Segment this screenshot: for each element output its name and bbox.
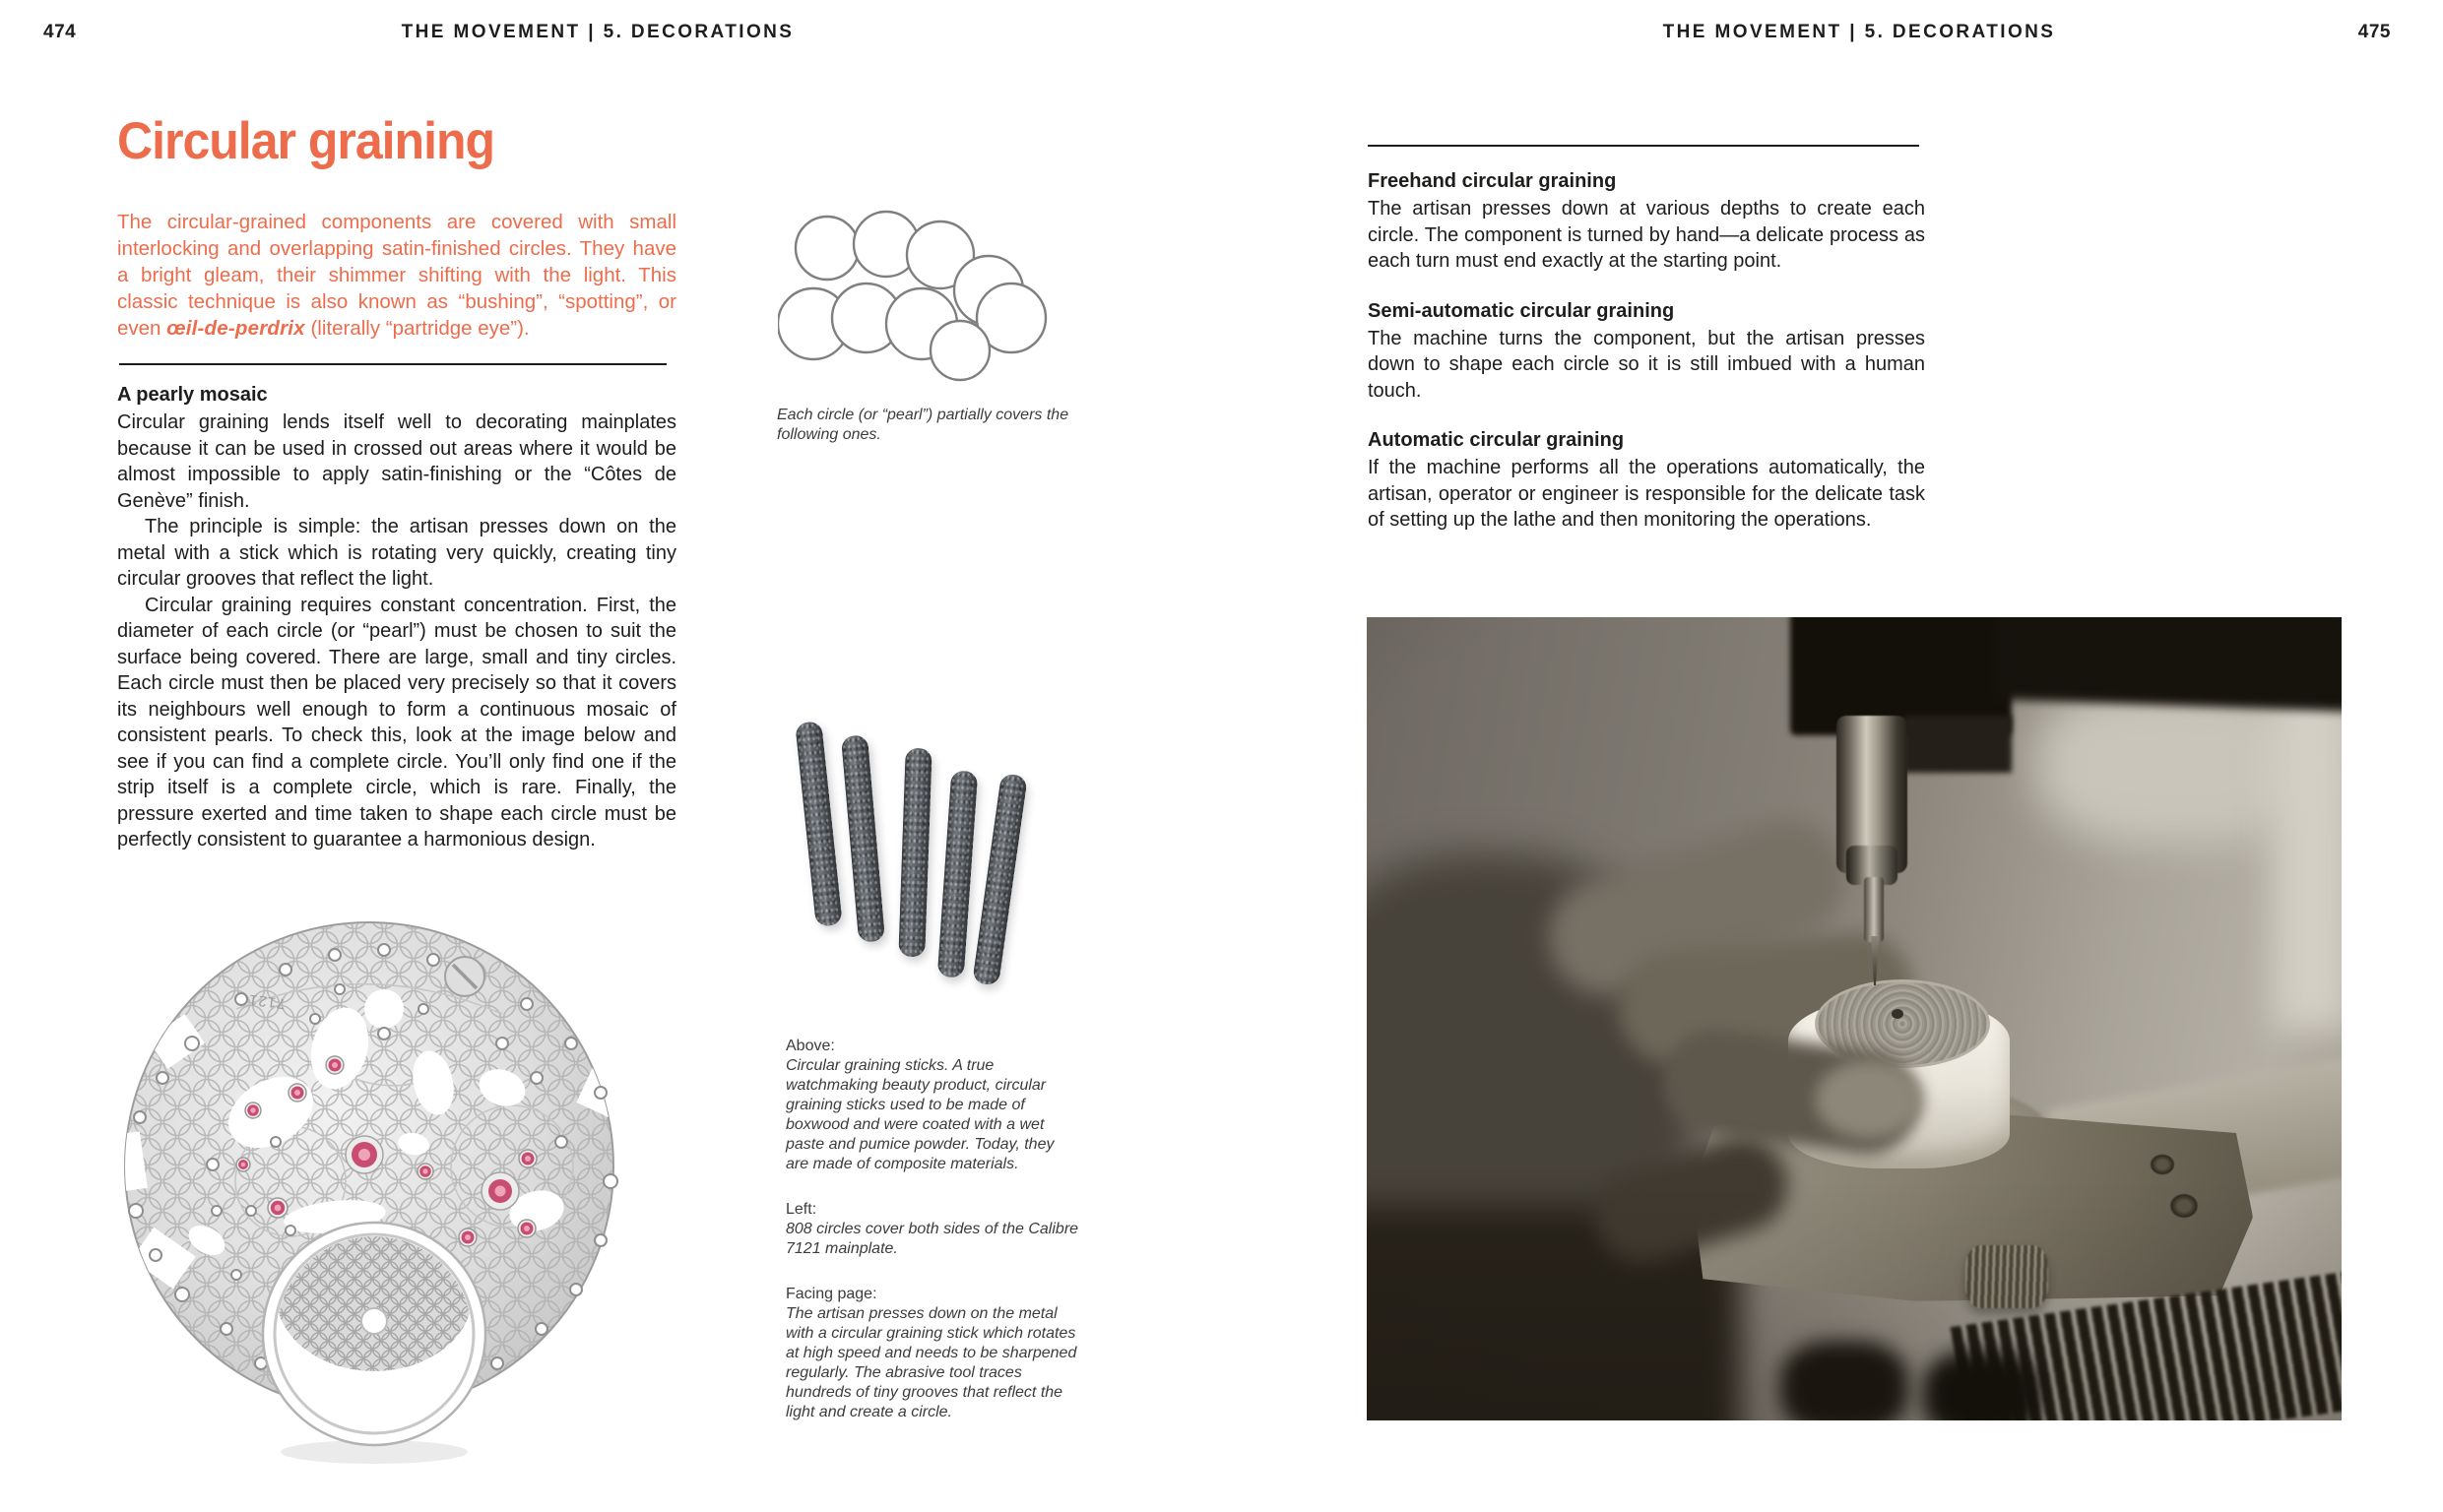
page-number-left: 474 [43,22,77,42]
section-rule-left [119,363,667,365]
caption-label: Above: [786,1038,835,1054]
caption-facing-page [786,1285,1081,1422]
intro-paragraph [117,209,676,342]
section-heading: Automatic circular graining [1368,429,1625,451]
section-body: If the machine performs all the operations automatically, the artisan, operator or engineer is responsible for the delicate task of setting up the lathe and then monitoring the operations. [1368,457,1925,531]
section-heading: Semi-automatic circular graining [1368,299,1675,322]
section-rule-right [1368,145,1919,147]
caption-text: Circular graining sticks. A true watchmaking beauty product, circular graining sticks used to be made of boxwood and were coated with a wet paste and pumice powder. Today, they are made of composite materials. [786,1057,1055,1172]
graining-stick [972,773,1028,986]
page-number-right: 475 [2357,22,2391,42]
body-paragraph: Circular graining requires constant concentration. First, the diameter of each circle (or “pearl”) must be chosen to suit the surface being covered. There are large, small and tiny circles. Each circle must then be placed very precisely so that it covers its neighbours well enough to form a continuous mosaic of consistent pearls. To check this, look at the image below and see if you can find a complete circle. You’ll only find one if the strip itself is a complete circle, which is rare. Finally, the pressure exerted and time taken to shape each circle must be perfectly consistent to guarantee a harmonious design. [117,594,676,850]
graining-stick [937,770,979,977]
screw-head [445,957,484,996]
circles-diagram-caption: Each circle (or “pearl”) partially covers the following ones. [777,407,1069,443]
mainplate-photo [89,915,650,1481]
section-heading: A pearly mosaic [117,384,268,406]
body-text-left [117,410,676,853]
caption-text: The artisan presses down on the metal with a circular graining stick which rotates at high speed and needs to be sharpened regularly. The abrasive tool traces hundreds of tiny grooves that reflect the light and create a circle. [786,1305,1077,1420]
running-head-left: THE MOVEMENT | 5. DECORATIONS [401,22,795,42]
intro-text-2: (literally “partridge eye”). [304,317,530,340]
graining-machine-photo [1367,617,2342,1420]
intro-emphasis: œil-de-perdrix [166,317,305,340]
overlapping-circles [778,212,1046,380]
running-head-right: THE MOVEMENT | 5. DECORATIONS [1662,22,2056,42]
body-paragraph: Circular graining lends itself well to decorating mainplates because it can be used in crossed out areas where it would be almost impossible to apply satin-finishing or the “Côtes de Genève” finish. [117,411,676,512]
graining-stick [898,748,932,958]
section-body: The artisan presses down at various depths to create each circle. The component is turned by hand—a delicate process as each turn must end exactly at the starting point. [1368,198,1925,272]
photo-vignette [1367,617,2342,1420]
caption-above [786,1037,1081,1174]
section-body: The machine turns the component, but the artisan presses down to shape each circle so it is still imbued with a human touch. [1368,327,1925,402]
graining-stick [795,721,843,927]
graining-sticks-photo [788,730,1083,1026]
pearl-overlap-diagram [778,197,1083,418]
section-freehand [1368,169,1925,275]
calibre-marking: 7121 [247,990,287,1012]
caption-text: 808 circles cover both sides of the Calibre 7121 mainplate. [786,1221,1079,1257]
section-heading: Freehand circular graining [1368,170,1617,192]
caption-column [786,1037,1081,1422]
section-semi-automatic [1368,299,1925,405]
section-automatic [1368,428,1925,534]
chapter-title: Circular graining [117,111,495,170]
caption-label: Facing page: [786,1286,877,1302]
body-text-right [1368,169,1925,558]
body-paragraph: The principle is simple: the artisan presses down on the metal with a stick which is rotating very quickly, creating tiny circular grooves that reflect the light. [117,516,676,590]
caption-label: Left: [786,1201,817,1218]
graining-stick [841,734,885,943]
caption-left [786,1200,1081,1259]
intro-text-1: The circular-grained components are covered with small interlocking and overlapping satin-finished circles. They have a bright gleam, their shimmer shifting with the light. This classic technique is also known as “bushing”, “spotting”, or even [117,211,676,340]
